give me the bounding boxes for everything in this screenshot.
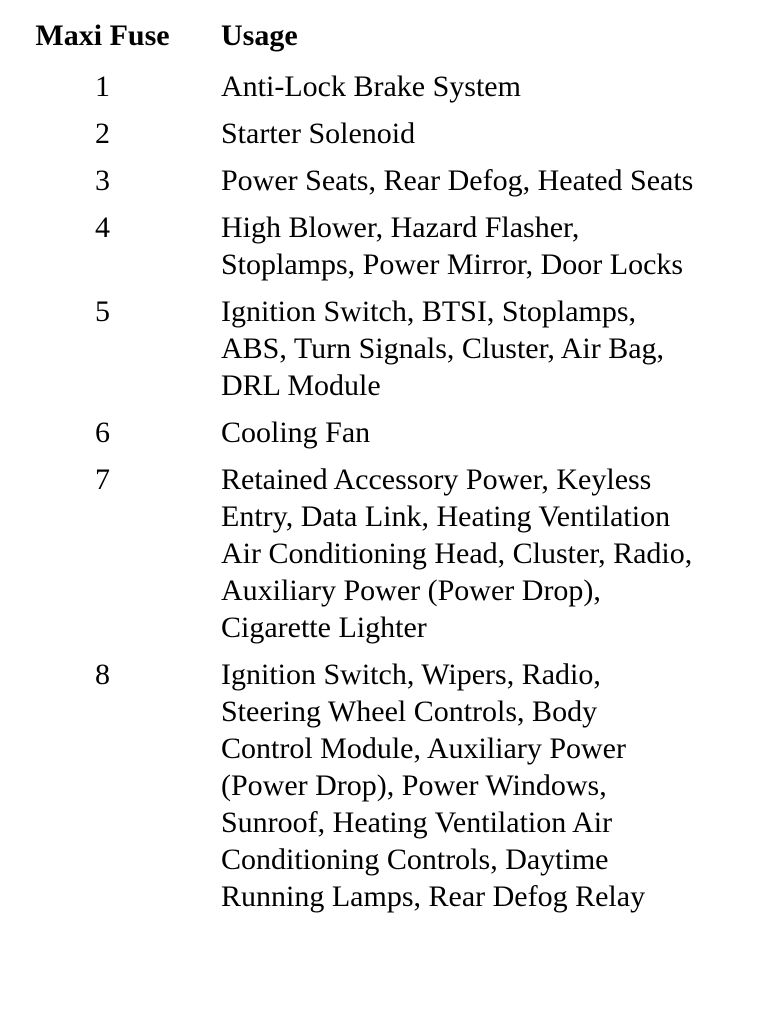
fuse-number: 7: [95, 463, 110, 496]
fuse-usage: Ignition Switch, Wipers, Radio, Steering Wheel Controls, Body Control Module, Auxiliary Power (Power Drop), Power Windows, Sunroof, Heating Ventilation Air Conditioning Controls, Daytime Running Lamps, Rear Defog Relay: [221, 658, 646, 913]
fuse-number: 5: [95, 295, 110, 328]
fuse-usage: Cooling Fan: [221, 416, 371, 449]
fuse-number: 2: [95, 117, 110, 150]
maxi-fuse-table: [0, 14, 768, 915]
fuse-number: 8: [95, 658, 110, 691]
fuse-usage: Retained Accessory Power, Keyless Entry, Data Link, Heating Ventilation Air Conditioning Head, Cluster, Radio, Auxiliary Power (Power Drop), Cigarette Lighter: [221, 463, 693, 644]
table-row: [0, 414, 768, 451]
table-row: [0, 656, 768, 915]
table-row: [0, 461, 768, 646]
fuse-usage: Ignition Switch, BTSI, Stoplamps, ABS, Turn Signals, Cluster, Air Bag, DRL Module: [221, 295, 665, 402]
fuse-number: 6: [95, 416, 110, 449]
fuse-usage: Anti-Lock Brake System: [221, 70, 521, 103]
fuse-number: 4: [95, 211, 110, 244]
table-header: [0, 14, 768, 58]
header-maxi-fuse: Maxi Fuse: [35, 19, 170, 52]
fuse-usage: High Blower, Hazard Flasher, Stoplamps, Power Mirror, Door Locks: [221, 211, 684, 281]
table-row: [0, 115, 768, 152]
table-row: [0, 209, 768, 283]
table-row: [0, 162, 768, 199]
fuse-usage: Starter Solenoid: [221, 117, 416, 150]
fuse-usage: Power Seats, Rear Defog, Heated Seats: [221, 164, 694, 197]
fuse-number: 3: [95, 164, 110, 197]
table-row: [0, 68, 768, 105]
header-usage: Usage: [221, 19, 298, 52]
fuse-number: 1: [95, 70, 110, 103]
table-row: [0, 293, 768, 404]
